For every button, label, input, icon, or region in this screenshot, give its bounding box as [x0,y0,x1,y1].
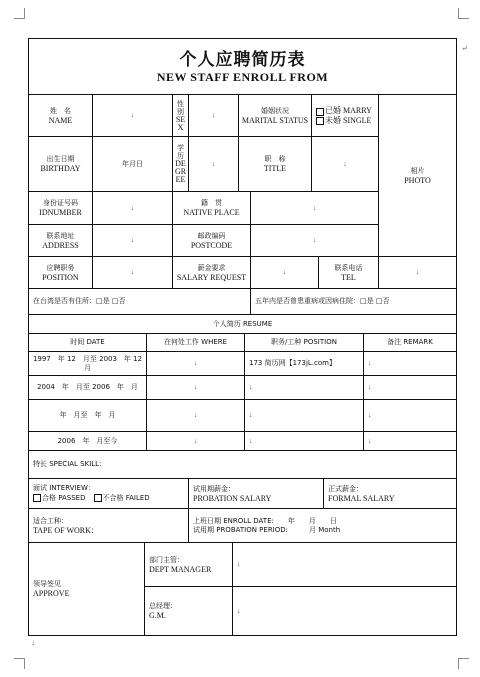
type-of-work-field[interactable]: 适合工种： TAPE OF WORK： [29,509,189,543]
illness-question[interactable]: 五年内是否曾患重病或因病住院：□是 □否 [251,289,456,315]
native-label: 籍 贯 NATIVE PLACE [173,192,251,225]
passed-checkbox[interactable]: 合格 PASSED [33,493,86,503]
resume-row-1-remark[interactable]: ↓ [364,352,456,376]
residence-question[interactable]: 在台湾是否有住所：□是 □否 [29,289,251,315]
address-value[interactable]: ↓ [93,225,173,257]
postcode-label: 邮政编码 POSTCODE [173,225,251,257]
resume-row-4-remark[interactable]: ↓ [364,432,456,451]
resume-row-2-where[interactable]: ↓ [147,376,245,400]
gm-label: 总经理： G.M. [145,587,233,635]
resume-row-4-position[interactable]: ↓ [245,432,364,451]
marital-label: 婚姻状况 MARITAL STATUS [239,95,312,137]
position-value[interactable]: ↓ [93,257,173,289]
paragraph-mark: ↓ [31,638,35,647]
tel-label: 联系电话 TEL [319,257,379,289]
salary-value[interactable]: ↓ [251,257,319,289]
degree-label: 学 历 DE GR EE [173,137,189,192]
dept-manager-signature[interactable]: ↓ [233,543,456,587]
failed-checkbox[interactable]: 不合格 FAILED [94,493,150,503]
dept-manager-label: 部门主管： DEPT MANAGER [145,543,233,587]
resume-header-remark: 备注 REMARK [364,334,456,352]
resume-row-4-where[interactable]: ↓ [147,432,245,451]
gm-signature[interactable]: ↓ [237,606,241,615]
postcode-value[interactable]: ↓ [251,225,379,257]
interview-label: 面试 INTERVIEW： [33,484,95,492]
resume-header-where: 在何处工作 WHERE [147,334,245,352]
formal-salary-field[interactable]: 正式薪金： FORMAL SALARY [324,479,456,509]
resume-row-3-remark[interactable]: ↓ [364,400,456,432]
resume-row-4-date[interactable]: 2006 年 月至今 [29,432,147,451]
single-checkbox[interactable]: 未婚 SINGLE [316,116,371,125]
birthday-value[interactable]: 年月日 [93,137,173,192]
tel-value[interactable]: ↓ [379,257,456,289]
title-chinese: 个人应聘简历表 [179,49,306,70]
resume-row-2-remark[interactable]: ↓ [364,376,456,400]
degree-value[interactable]: ↓ [189,137,239,192]
birthday-label: 出生日期 BIRTHDAY [29,137,93,192]
idnumber-label: 身份证号码 IDNUMBER [29,192,93,225]
crop-mark-top-right [458,8,469,19]
sex-value[interactable]: ↓ [189,95,239,137]
resume-row-1-position[interactable]: 173 简历网【173jL.com】 [245,352,364,376]
probation-salary-field[interactable]: 试用期薪金： PROBATION SALARY [189,479,324,509]
title-label: 职 称 TITLE [239,137,312,192]
enroll-form [28,38,457,636]
crop-mark-top-left [14,8,25,19]
resume-row-2-date[interactable]: 2004 年 月至 2006 年 月 [29,376,147,400]
name-label: 姓 名 NAME [29,95,93,137]
position-label: 应聘职务 POSITION [29,257,93,289]
crop-mark-bottom-left [14,658,25,669]
resume-header-position: 职务/工种 POSITION [245,334,364,352]
salary-label: 薪金要求 SALARY REQUEST [173,257,251,289]
paragraph-mark: ↵ [461,44,468,53]
resume-heading: 个人简历 RESUME [29,315,456,334]
native-value[interactable]: ↓ [251,192,379,225]
idnumber-value[interactable]: ↓ [93,192,173,225]
title-value[interactable]: ↓ [312,137,379,192]
approve-label: 领导签见 APPROVE [29,543,145,635]
title-english: NEW STAFF ENROLL FROM [156,69,329,84]
address-label: 联系地址 ADDRESS [29,225,93,257]
photo-box[interactable]: 相片 PHOTO [379,95,456,257]
crop-mark-bottom-right [458,658,469,669]
sex-label: 性 别 SE X [173,95,189,137]
resume-row-1-date[interactable]: 1997 年 12 月至 2003 年 12 月 [29,352,147,376]
resume-row-1-where[interactable]: ↓ [147,352,245,376]
interview-cell [29,479,189,509]
enroll-cell[interactable]: 上班日期 ENROLL DATE: 年 月 日 试用期 PROBATION PERIOD: 月 Month [189,509,456,543]
marital-options [312,95,379,137]
resume-row-2-position[interactable]: ↓ [245,376,364,400]
resume-row-3-where[interactable]: ↓ [147,400,245,432]
married-checkbox[interactable]: 已婚 MARRY [316,106,372,115]
form-title [29,39,456,95]
resume-row-3-position[interactable]: ↓ [245,400,364,432]
resume-header-date: 时间 DATE [29,334,147,352]
name-value[interactable]: ↓ [93,95,173,137]
resume-row-3-date[interactable]: 年 月至 年 月 [29,400,147,432]
special-skill-field[interactable]: 特长 SPECIAL SKILL： [29,451,456,479]
